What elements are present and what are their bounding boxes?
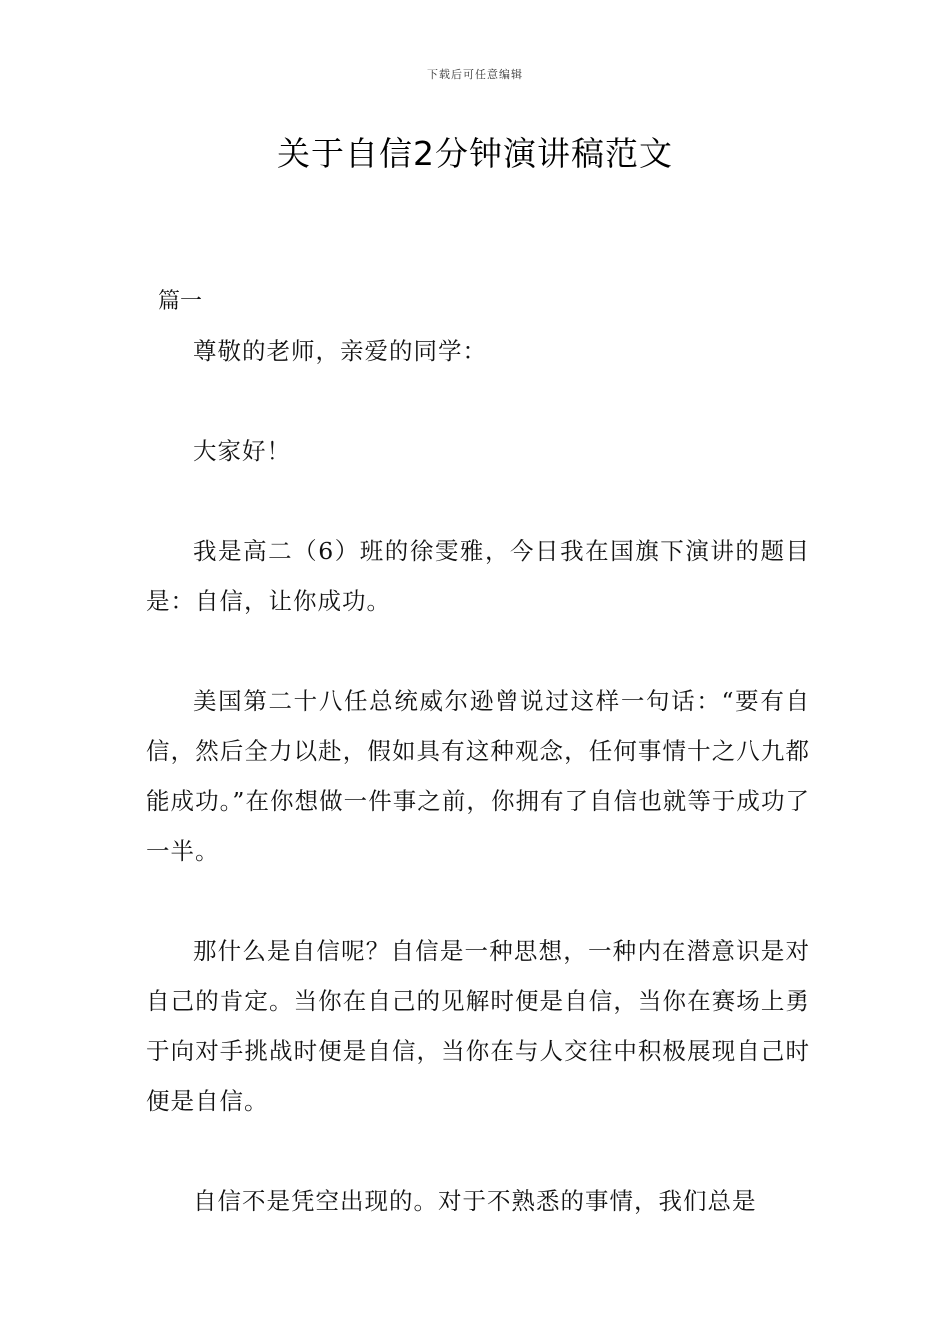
paragraph-hello: 大家好！ — [193, 437, 291, 465]
paragraph-definition: 那什么是自信呢？自信是一种思想，一种内在潜意识是对自己的肯定。当你在自己的见解时便是自信，当你在赛场上勇于向对手挑战时便是自信，当你在与人交往中积极展现自己时便是自信。 — [146, 937, 810, 1115]
document-body — [146, 326, 810, 1226]
paragraph-introduction: 我是高二（6）班的徐雯雅，今日我在国旗下演讲的题目是：自信，让你成功。 — [146, 537, 810, 615]
header-note: 下载后可任意编辑 — [427, 68, 523, 81]
document-title: 关于自信2分钟演讲稿范文 — [277, 134, 673, 173]
paragraph-continuation: 自信不是凭空出现的。对于不熟悉的事情，我们总是 — [193, 1187, 757, 1215]
paragraph-greeting: 尊敬的老师，亲爱的同学： — [193, 337, 487, 365]
section-label: 篇一 — [158, 289, 203, 314]
paragraph-quote: 美国第二十八任总统威尔逊曾说过这样一句话：“要有自信，然后全力以赴，假如具有这种观念，任何事情十之八九都能成功。”在你想做一件事之前，你拥有了自信也就等于成功了一半。 — [146, 687, 810, 865]
